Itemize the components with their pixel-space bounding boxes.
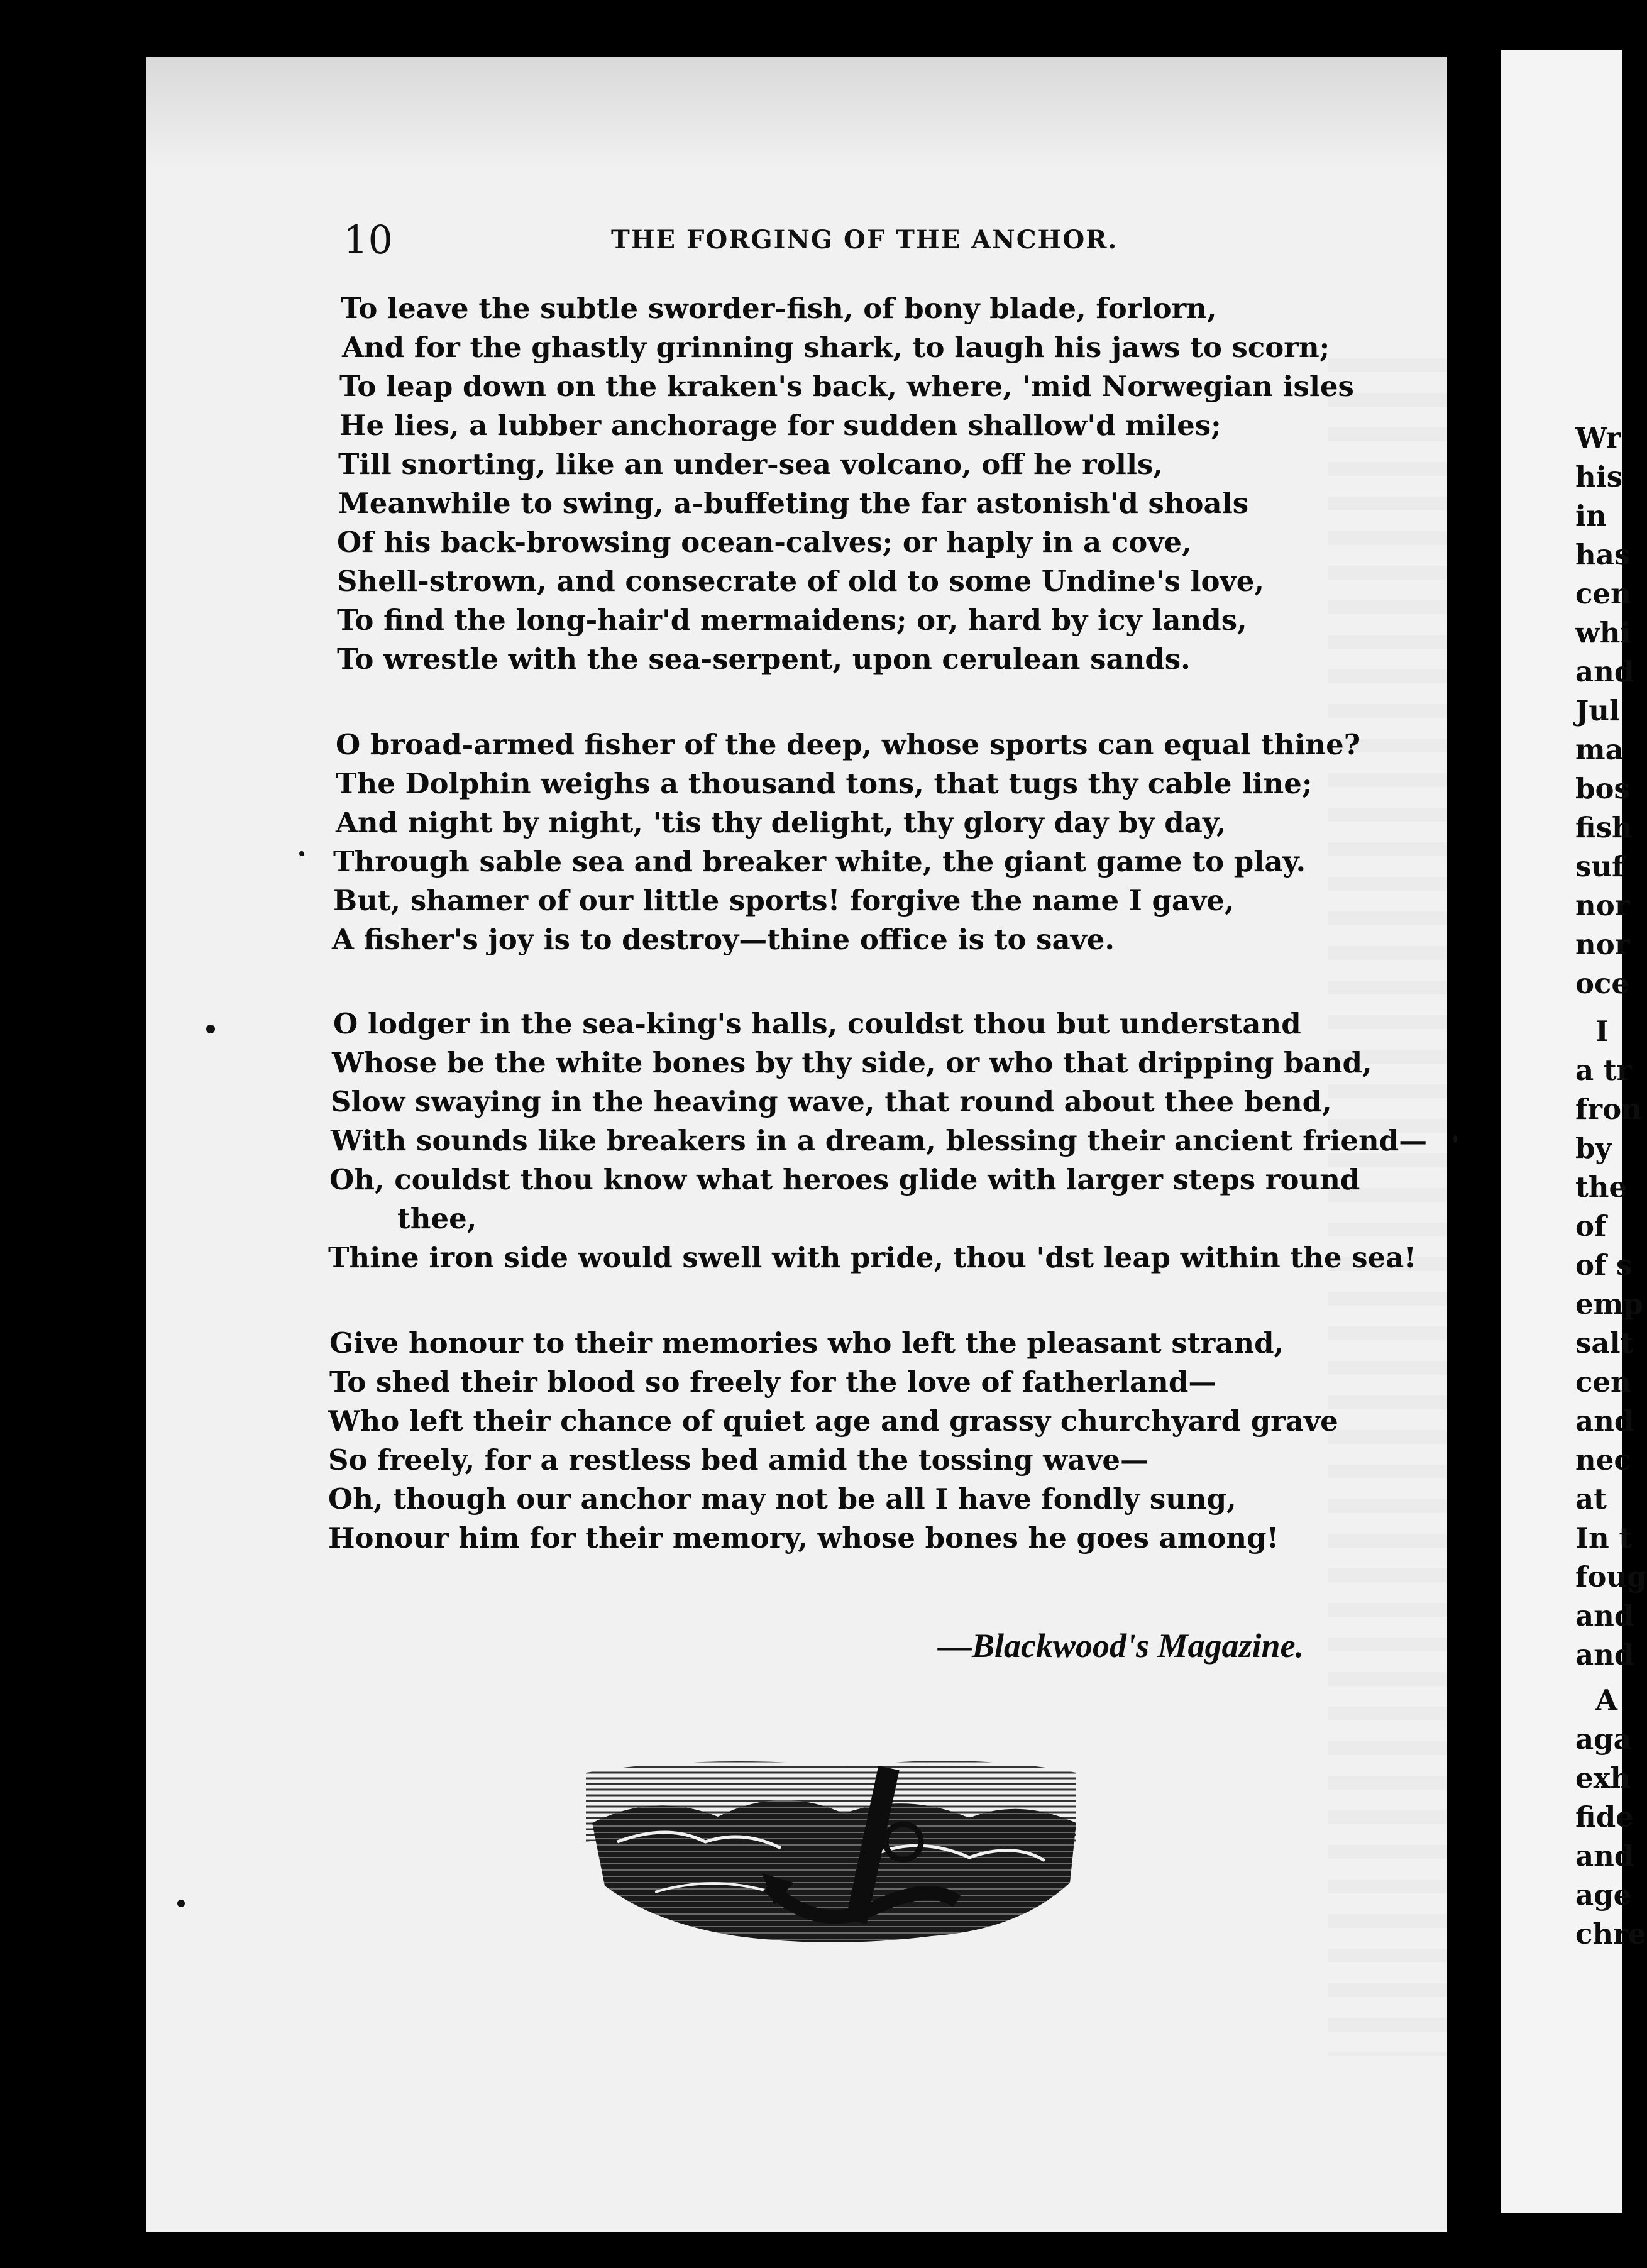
adjacent-page-text: emp [1575,1287,1643,1321]
poem-line: With sounds like breakers in a dream, blessing their ancient friend— [331,1124,1428,1157]
adjacent-page-text: of [1575,1209,1607,1243]
adjacent-page-text: and [1575,1404,1634,1438]
adjacent-page-text: Jul [1575,694,1621,727]
adjacent-page-text: exh [1575,1761,1631,1795]
adjacent-page-text: by [1575,1131,1612,1165]
adjacent-page-text: in [1575,499,1607,532]
poem-line: Shell-strown, and consecrate of old to some Undine's love, [337,564,1265,598]
poem-line: Honour him for their memory, whose bones he goes among! [328,1521,1279,1555]
attribution: —Blackwood's Magazine. [938,1627,1304,1665]
adjacent-page-text: cen [1575,1365,1631,1399]
poem-line: thee, [397,1202,477,1235]
running-title: THE FORGING OF THE ANCHOR. [611,225,1118,255]
poem-line: O lodger in the sea-king's halls, couldst thou but understand [333,1007,1301,1040]
poem-line: And night by night, 'tis thy delight, thy glory day by day, [336,806,1226,839]
adjacent-page-text: the [1575,1170,1628,1204]
adjacent-page-text: his [1575,460,1623,493]
anchor-icon [580,1748,1082,1949]
adjacent-page-text: age [1575,1878,1632,1912]
adjacent-page-text: suf [1575,850,1624,883]
poem-line: Give honour to their memories who left the pleasant strand, [329,1326,1284,1360]
adjacent-page-text: has [1575,538,1631,571]
poem-line: To leap down on the kraken's back, where, 'mid Norwegian isles [339,370,1354,403]
poem-line: To find the long-hair'd mermaidens; or, hard by icy lands, [337,603,1247,637]
poem-line: Through sable sea and breaker white, the giant game to play. [333,845,1306,878]
adjacent-page-text: and [1575,655,1634,688]
poem-line: A fisher's joy is to destroy—thine office is to save. [332,923,1115,956]
poem-line: Oh, though our anchor may not be all I have fondly sung, [328,1482,1237,1516]
adjacent-page-text: A [1595,1683,1617,1717]
ink-speck [299,851,304,856]
poem-line: Whose be the white bones by thy side, or who that dripping band, [332,1046,1372,1079]
poem-line: To shed their blood so freely for the love of fatherland— [329,1365,1217,1399]
adjacent-page-edge [1501,50,1647,2213]
poem-line: Who left their chance of quiet age and grassy churchyard grave [328,1404,1338,1438]
poem-line: He lies, a lubber anchorage for sudden shallow'd miles; [339,409,1221,442]
adjacent-page-text: nor [1575,889,1630,922]
adjacent-page-text: fide [1575,1800,1634,1834]
adjacent-page-text: and [1575,1839,1634,1873]
poem-line: Till snorting, like an under-sea volcano, off he rolls, [338,448,1163,481]
poem-line: Slow swaying in the heaving wave, that round about thee bend, [331,1085,1332,1118]
adjacent-page-text: and [1575,1638,1634,1671]
adjacent-page-text: aga [1575,1722,1632,1756]
adjacent-page-text: oce [1575,967,1630,1000]
adjacent-page-text: I [1595,1015,1609,1048]
adjacent-page-text: bos [1575,772,1630,805]
adjacent-page-text: nor [1575,928,1630,961]
adjacent-page-text: fish [1575,811,1633,844]
adjacent-page-text: of s [1575,1248,1633,1282]
adjacent-page-text: ma [1575,733,1624,766]
adjacent-page-text: fron [1575,1093,1642,1126]
poem-line: To wrestle with the sea-serpent, upon cerulean sands. [337,642,1191,676]
poem-line: Meanwhile to swing, a-buffeting the far astonish'd shoals [338,487,1249,520]
poem-line: But, shamer of our little sports! forgive the name I gave, [333,884,1235,917]
adjacent-page-text: whi [1575,616,1631,649]
book-page [146,57,1447,2232]
ink-speck [206,1025,215,1033]
adjacent-page-text: a tr [1575,1054,1632,1087]
adjacent-page-text: at [1575,1482,1607,1516]
poem-line: To leave the subtle sworder-fish, of bony blade, forlorn, [341,292,1217,325]
poem-line: So freely, for a restless bed amid the tossing wave— [328,1443,1148,1477]
poem-line: Thine iron side would swell with pride, thou 'dst leap within the sea! [328,1241,1417,1274]
adjacent-page-text: chre [1575,1917,1646,1951]
adjacent-page-text: In t [1575,1521,1633,1555]
poem-line: Of his back-browsing ocean-calves; or haply in a cove, [337,526,1192,559]
adjacent-page-text: Wr [1575,421,1621,454]
ink-speck [177,1900,185,1907]
adjacent-page-text: salt [1575,1326,1634,1360]
adjacent-page-text: cen [1575,577,1631,610]
poem-line: And for the ghastly grinning shark, to laugh his jaws to scorn; [342,331,1330,364]
poem-line: Oh, couldst thou know what heroes glide with larger steps round [329,1163,1360,1196]
ink-speck [1453,1135,1457,1143]
adjacent-page-text: nec [1575,1443,1631,1477]
poem-line: O broad-armed fisher of the deep, whose sports can equal thine? [336,728,1361,761]
page-number: 10 [343,217,393,263]
adjacent-page-text: and [1575,1599,1634,1632]
adjacent-page-text: foug [1575,1560,1647,1594]
poem-line: The Dolphin weighs a thousand tons, that tugs thy cable line; [336,767,1313,800]
